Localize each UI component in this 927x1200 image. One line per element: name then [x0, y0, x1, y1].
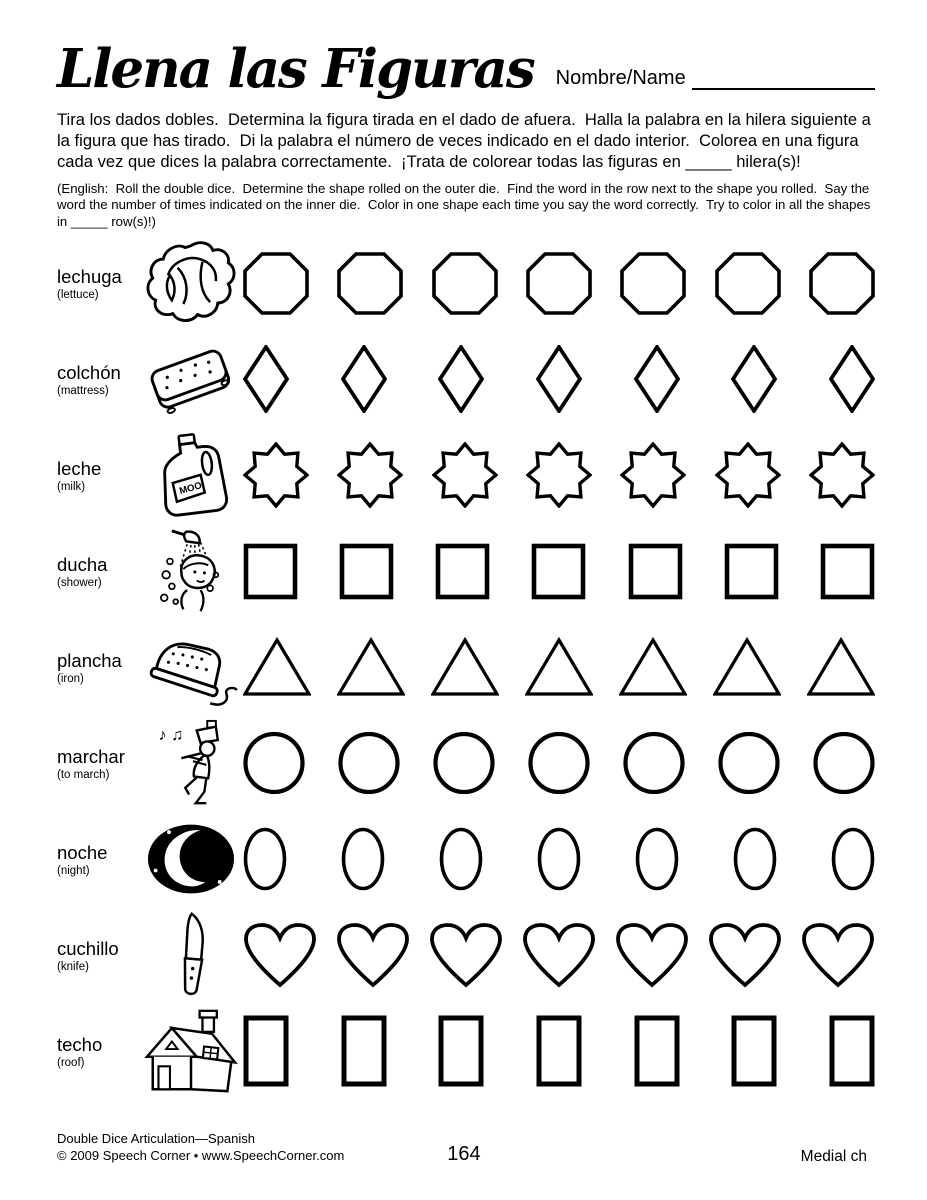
house-roof-illustration [139, 1006, 243, 1096]
page-title: Llena las Figuras [57, 38, 534, 100]
row-word: cuchillo [57, 937, 119, 959]
word-row [57, 907, 875, 1003]
lettuce-illustration [139, 238, 243, 328]
heart-shape[interactable] [522, 922, 596, 988]
diamond-shape[interactable] [829, 345, 875, 413]
row-label [57, 842, 139, 877]
heart-shape[interactable] [243, 922, 317, 988]
oval-shape[interactable] [733, 827, 777, 891]
row-label [57, 1034, 139, 1069]
circle-shape[interactable] [338, 732, 400, 794]
row-translation: (roof) [57, 1056, 85, 1069]
star-shape[interactable] [715, 442, 781, 508]
row-translation: (night) [57, 864, 90, 877]
diamond-shape[interactable] [536, 345, 582, 413]
row-word: plancha [57, 649, 122, 671]
word-row [57, 331, 875, 427]
row-translation: (lettuce) [57, 288, 99, 301]
octagon-shape[interactable] [715, 252, 781, 315]
instructions-english: (English: Roll the double dice. Determine the shape rolled on the outer die. Find the word in the row next to the shape you rolled. Say the word the number of times indicated on the inner die. Color in one shape each time you say the word correctly. Try to color in all the shapes in _____ row(s)!) [57, 180, 875, 229]
milk-jug-label: MOO [178, 480, 204, 498]
row-label [57, 650, 139, 685]
heart-shape[interactable] [429, 922, 503, 988]
oval-shape[interactable] [831, 827, 875, 891]
row-label [57, 362, 139, 397]
series-title: Double Dice Articulation—Spanish [57, 1131, 255, 1146]
shape-cells [243, 827, 875, 891]
heart-shape[interactable] [801, 922, 875, 988]
row-word: marchar [57, 745, 125, 767]
header [57, 38, 875, 100]
oval-shape[interactable] [341, 827, 385, 891]
row-word: colchón [57, 361, 121, 383]
knife-illustration [139, 910, 243, 1000]
mattress-illustration [139, 334, 243, 424]
row-label [57, 746, 139, 781]
square-shape[interactable] [531, 543, 586, 600]
heart-shape[interactable] [708, 922, 782, 988]
word-row [57, 523, 875, 619]
marching-man-illustration [139, 718, 243, 808]
square-shape[interactable] [243, 543, 298, 600]
triangle-shape[interactable] [431, 637, 499, 697]
octagon-shape[interactable] [337, 252, 403, 315]
diamond-shape[interactable] [341, 345, 387, 413]
rectangle-shape[interactable] [536, 1015, 582, 1087]
row-word: lechuga [57, 265, 122, 287]
name-field [556, 66, 875, 98]
rectangle-shape[interactable] [634, 1015, 680, 1087]
rectangle-shape[interactable] [829, 1015, 875, 1087]
row-translation: (mattress) [57, 384, 109, 397]
octagon-shape[interactable] [620, 252, 686, 315]
row-translation: (to march) [57, 768, 110, 781]
instructions-spanish: Tira los dados dobles. Determina la figura tirada en el dado de afuera. Halla la palabra en la hilera siguiente a la figura que has tirado. Di la palabra el número de veces indicado en el dado interior. Colorea en una figura cada vez que dices la palabra correctamente. ¡Trata de colorear todas las figuras en _____ hilera(s)! [57, 109, 876, 171]
circle-shape[interactable] [623, 732, 685, 794]
oval-shape[interactable] [439, 827, 483, 891]
star-shape[interactable] [432, 442, 498, 508]
iron-illustration [139, 622, 243, 712]
triangle-shape[interactable] [243, 637, 311, 697]
rectangle-shape[interactable] [243, 1015, 289, 1087]
triangle-shape[interactable] [337, 637, 405, 697]
diamond-shape[interactable] [243, 345, 289, 413]
shape-cells [243, 345, 875, 413]
shape-cells [243, 637, 875, 697]
triangle-shape[interactable] [807, 637, 875, 697]
diamond-shape[interactable] [731, 345, 777, 413]
triangle-shape[interactable] [619, 637, 687, 697]
circle-shape[interactable] [433, 732, 495, 794]
row-translation: (shower) [57, 576, 102, 589]
octagon-shape[interactable] [526, 252, 592, 315]
row-label [57, 938, 139, 973]
shape-cells [243, 543, 875, 600]
shape-cells [243, 252, 875, 315]
copyright-line: © 2009 Speech Corner • www.SpeechCorner.com [57, 1148, 345, 1163]
name-label: Nombre/Name [555, 66, 686, 89]
rectangle-shape[interactable] [438, 1015, 484, 1087]
row-translation: (milk) [57, 480, 86, 493]
triangle-shape[interactable] [525, 637, 593, 697]
row-label [57, 458, 139, 493]
rectangle-shape[interactable] [341, 1015, 387, 1087]
target-sound-label: Medial ch [800, 1148, 867, 1165]
milk-jug-illustration [139, 430, 243, 520]
name-blank-line[interactable] [692, 66, 875, 90]
word-row [57, 427, 875, 523]
circle-shape[interactable] [528, 732, 590, 794]
footer [57, 1130, 875, 1164]
circle-shape[interactable] [243, 732, 305, 794]
star-shape[interactable] [337, 442, 403, 508]
shape-cells [243, 922, 875, 988]
row-word: techo [57, 1033, 103, 1055]
row-word: ducha [57, 553, 108, 575]
moon-night-illustration [139, 814, 243, 904]
shape-cells [243, 732, 875, 794]
rectangle-shape[interactable] [731, 1015, 777, 1087]
octagon-shape[interactable] [809, 252, 875, 315]
square-shape[interactable] [628, 543, 683, 600]
square-shape[interactable] [339, 543, 394, 600]
word-rows [57, 235, 875, 1099]
circle-shape[interactable] [718, 732, 780, 794]
shape-cells [243, 1015, 875, 1087]
shower-illustration [139, 526, 243, 616]
octagon-shape[interactable] [243, 252, 309, 315]
row-word: noche [57, 841, 108, 863]
word-row [57, 715, 875, 811]
music-notes: ♪ ♫ [158, 726, 184, 745]
diamond-shape[interactable] [634, 345, 680, 413]
page-number: 164 [447, 1143, 481, 1165]
oval-shape[interactable] [537, 827, 581, 891]
star-shape[interactable] [243, 442, 309, 508]
row-translation: (knife) [57, 960, 89, 973]
triangle-shape[interactable] [713, 637, 781, 697]
square-shape[interactable] [724, 543, 779, 600]
square-shape[interactable] [820, 543, 875, 600]
octagon-shape[interactable] [432, 252, 498, 315]
circle-shape[interactable] [813, 732, 875, 794]
oval-shape[interactable] [243, 827, 287, 891]
diamond-shape[interactable] [438, 345, 484, 413]
shape-cells [243, 442, 875, 508]
word-row [57, 1003, 875, 1099]
word-row [57, 619, 875, 715]
oval-shape[interactable] [635, 827, 679, 891]
word-row [57, 811, 875, 907]
heart-shape[interactable] [336, 922, 410, 988]
row-label [57, 266, 139, 301]
word-row [57, 235, 875, 331]
star-shape[interactable] [526, 442, 592, 508]
heart-shape[interactable] [615, 922, 689, 988]
row-translation: (iron) [57, 672, 84, 685]
star-shape[interactable] [620, 442, 686, 508]
row-word: leche [57, 457, 102, 479]
star-shape[interactable] [809, 442, 875, 508]
square-shape[interactable] [435, 543, 490, 600]
row-label [57, 554, 139, 589]
